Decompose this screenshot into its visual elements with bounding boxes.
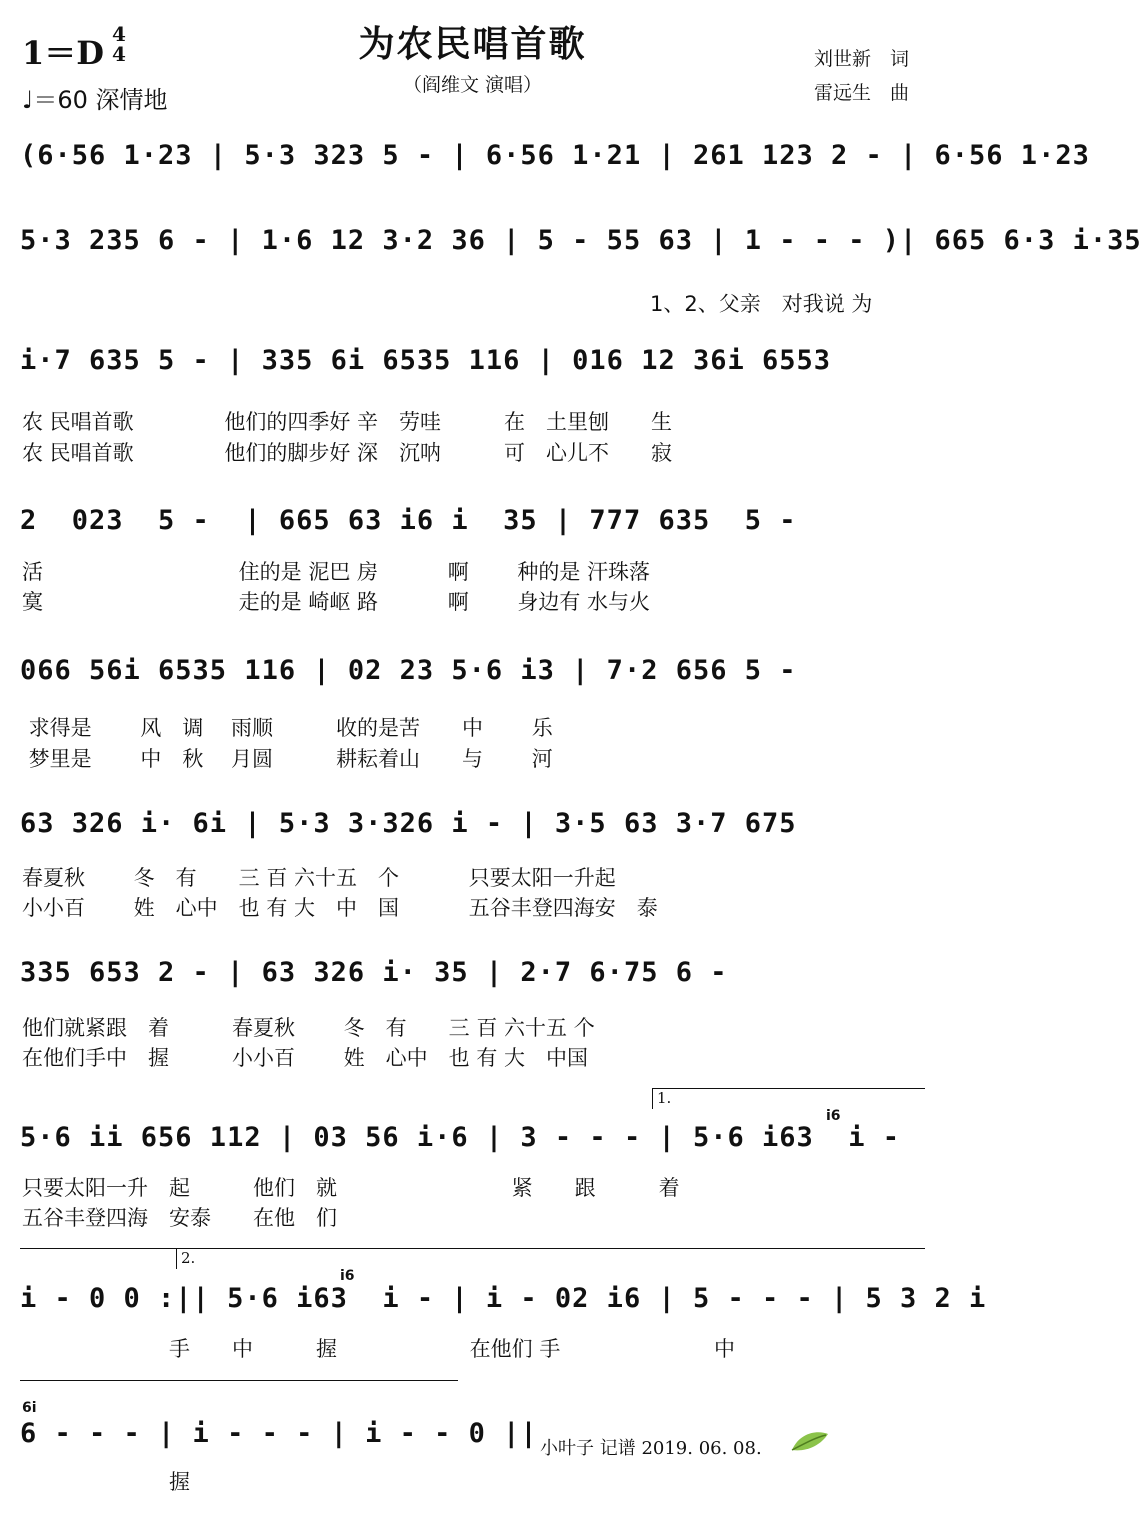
tempo-marking: ♩＝60 深情地	[22, 86, 168, 114]
lyric-verse1: 春夏秋 冬 有 三 百 六十五 个 只要太阳一升起	[22, 866, 616, 890]
leaf-icon	[790, 1428, 830, 1454]
staff-system-2	[20, 225, 1142, 285]
staff-system-7	[20, 957, 922, 1017]
lyric-verse1: 求得是 风 调 雨顺 收的是苦 中 乐	[22, 716, 553, 740]
composer: 雷远生 曲	[813, 82, 909, 104]
lyric-verse2: 梦里是 中 秋 月圆 耕耘着山 与 河	[22, 747, 553, 771]
song-title: 为农民唱首歌	[358, 24, 587, 65]
grace-note: 6i	[22, 1400, 37, 1416]
grace-note: i6	[826, 1108, 841, 1124]
lyric-verse1: 他们就紧跟 着 春夏秋 冬 有 三 百 六十五 个	[22, 1016, 595, 1040]
notes-line: 066 56i 6535 116 | 02 23 5·6 i3 | 7·2 656 5 -	[20, 655, 797, 686]
staff-system-6	[20, 808, 922, 868]
lyric-verse2: 农 民唱首歌 他们的脚步好 深 沉呐 可 心儿不 寂	[22, 441, 673, 465]
time-bottom: 4	[112, 42, 126, 66]
time-top: 4	[112, 22, 126, 46]
intro-lyric: 1、2、父亲 对我说 为	[650, 292, 873, 316]
lyric-verse2: 寞 走的是 崎岖 路 啊 身边有 水与火	[22, 590, 651, 614]
notes-line: 335 653 2 - | 63 326 i· 35 | 2·7 6·75 6 -	[20, 957, 728, 988]
lyric-verse1: 手 中 握 在他们 手 中	[22, 1337, 736, 1361]
transcriber-signature: 小叶子 记谱 2019. 06. 08.	[540, 1438, 762, 1459]
notes-line: 6 - - - | i - - - | i - - 0 ||	[20, 1418, 538, 1449]
notes-line: 2 023 5 - | 665 63 i6 i 35 | 777 635 5 -	[20, 505, 797, 536]
volta-first-ending: 1.	[652, 1088, 925, 1109]
lyric-verse1: 握	[22, 1470, 190, 1494]
staff-system-1	[20, 140, 1090, 200]
notes-line: 5·6 ii 656 112 | 03 56 i·6 | 3 - - - | 5·6 i63 i -	[20, 1122, 901, 1153]
volta-second-ending: 2.	[176, 1248, 925, 1269]
staff-system-5	[20, 655, 922, 715]
grace-note: i6	[340, 1268, 355, 1284]
lyric-verse1: 只要太阳一升 起 他们 就 紧 跟 着	[22, 1176, 680, 1200]
lyricist: 刘世新 词	[813, 48, 909, 70]
notes-line: i - 0 0 :|| 5·6 i63 i - | i - 02 i6 | 5 - - - | 5 3 2 i	[20, 1283, 987, 1314]
key-signature: 1＝D	[22, 34, 105, 72]
lyric-verse1: 农 民唱首歌 他们的四季好 辛 劳哇 在 土里刨 生	[22, 410, 673, 434]
lyric-verse2: 小小百 姓 心中 也 有 大 中 国 五谷丰登四海安 泰	[22, 896, 658, 920]
performer: （阎维文 演唱）	[402, 74, 543, 96]
volta-line	[20, 1380, 458, 1381]
lyric-verse2: 在他们手中 握 小小百 姓 心中 也 有 大 中国	[22, 1046, 589, 1070]
lyric-verse2: 五谷丰登四海 安泰 在他 们	[22, 1206, 337, 1230]
notes-line: 5·3 235 6 - | 1·6 12 3·2 36 | 5 - 55 63 | 1 - - - )| 665 6·3 i·35	[20, 225, 1142, 256]
staff-system-3	[20, 345, 922, 405]
notes-line: 63 326 i· 6i | 5·3 3·326 i - | 3·5 63 3·7 675	[20, 808, 797, 839]
lyric-verse1: 活 住的是 泥巴 房 啊 种的是 汗珠落	[22, 560, 651, 584]
notes-line: (6·56 1·23 | 5·3 323 5 - | 6·56 1·21 | 261 123 2 - | 6·56 1·23	[20, 140, 1090, 171]
notes-line: i·7 635 5 - | 335 6i 6535 116 | 016 12 36i 6553	[20, 345, 832, 376]
